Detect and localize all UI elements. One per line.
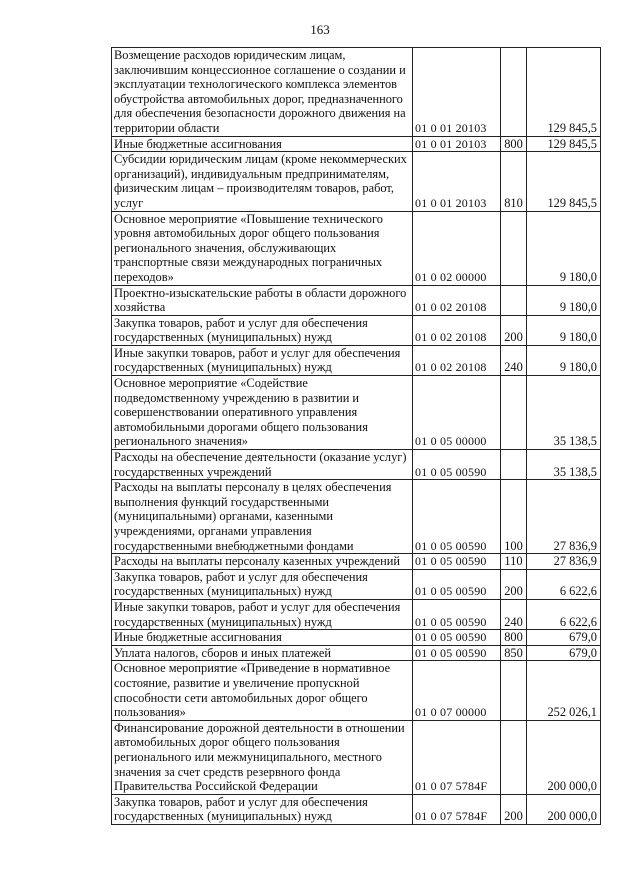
table-row <box>112 645 601 661</box>
page-number: 163 <box>310 22 330 37</box>
table-row <box>112 152 601 211</box>
row-amount: 252 026,1 <box>527 661 601 720</box>
table-row <box>112 554 601 570</box>
table-row <box>112 285 601 315</box>
table-row <box>112 211 601 285</box>
row-expense-type <box>501 376 527 450</box>
row-target-code: 01 0 05 00590 <box>413 569 501 599</box>
row-amount: 200 000,0 <box>527 794 601 824</box>
row-amount: 129 845,5 <box>527 136 601 152</box>
row-amount: 27 836,9 <box>527 480 601 554</box>
row-description: Иные закупки товаров, работ и услуг для обеспечения государственных (муниципальных) нужд <box>112 599 413 629</box>
row-target-code: 01 0 01 20103 <box>413 136 501 152</box>
row-amount: 9 180,0 <box>527 315 601 345</box>
row-amount: 35 138,5 <box>527 450 601 480</box>
row-expense-type: 800 <box>501 630 527 646</box>
row-target-code: 01 0 02 20108 <box>413 285 501 315</box>
table-row <box>112 794 601 824</box>
row-target-code: 01 0 05 00590 <box>413 645 501 661</box>
budget-table <box>111 47 601 825</box>
table-row <box>112 599 601 629</box>
row-target-code: 01 0 02 00000 <box>413 211 501 285</box>
row-target-code: 01 0 01 20103 <box>413 152 501 211</box>
row-target-code: 01 0 05 00590 <box>413 599 501 629</box>
row-expense-type <box>501 720 527 794</box>
table-row <box>112 569 601 599</box>
row-description: Расходы на выплаты персоналу казенных учреждений <box>112 554 413 570</box>
table-row <box>112 376 601 450</box>
row-amount: 9 180,0 <box>527 211 601 285</box>
row-expense-type <box>501 48 527 137</box>
row-amount: 6 622,6 <box>527 599 601 629</box>
row-amount: 9 180,0 <box>527 345 601 375</box>
row-amount: 27 836,9 <box>527 554 601 570</box>
row-description: Основное мероприятие «Повышение технического уровня автомобильных дорог общего пользования регионального значения, обслуживающих транспортные связи международных пограничных переходов» <box>112 211 413 285</box>
row-expense-type <box>501 661 527 720</box>
budget-table-body <box>112 48 601 825</box>
row-description: Иные закупки товаров, работ и услуг для обеспечения государственных (муниципальных) нужд <box>112 345 413 375</box>
row-expense-type: 850 <box>501 645 527 661</box>
row-amount: 679,0 <box>527 645 601 661</box>
table-row <box>112 136 601 152</box>
row-expense-type: 100 <box>501 480 527 554</box>
row-description: Уплата налогов, сборов и иных платежей <box>112 645 413 661</box>
row-amount: 679,0 <box>527 630 601 646</box>
row-expense-type <box>501 211 527 285</box>
row-expense-type: 200 <box>501 315 527 345</box>
row-description: Основное мероприятие «Приведение в нормативное состояние, развитие и увеличение пропускной способности сети автомобильных дорог общего пользования» <box>112 661 413 720</box>
row-target-code: 01 0 05 00590 <box>413 480 501 554</box>
row-target-code: 01 0 02 20108 <box>413 345 501 375</box>
row-amount: 129 845,5 <box>527 48 601 137</box>
row-target-code: 01 0 01 20103 <box>413 48 501 137</box>
row-description: Проектно-изыскательские работы в области дорожного хозяйства <box>112 285 413 315</box>
row-description: Закупка товаров, работ и услуг для обеспечения государственных (муниципальных) нужд <box>112 315 413 345</box>
row-target-code: 01 0 05 00590 <box>413 630 501 646</box>
row-description: Финансирование дорожной деятельности в отношении автомобильных дорог общего пользования регионального или межмуниципального, местного значения за счет средств резервного фонда Правительства Российской Федерации <box>112 720 413 794</box>
row-expense-type: 200 <box>501 794 527 824</box>
row-target-code: 01 0 07 00000 <box>413 661 501 720</box>
row-description: Иные бюджетные ассигнования <box>112 136 413 152</box>
row-target-code: 01 0 05 00590 <box>413 554 501 570</box>
row-target-code: 01 0 07 5784F <box>413 794 501 824</box>
row-description: Закупка товаров, работ и услуг для обеспечения государственных (муниципальных) нужд <box>112 794 413 824</box>
row-amount: 35 138,5 <box>527 376 601 450</box>
table-row <box>112 661 601 720</box>
row-description: Основное мероприятие «Содействие подведомственному учреждению в развитии и совершенствовании оперативного управления автомобильными дорогами общего пользования регионального значения» <box>112 376 413 450</box>
row-expense-type: 800 <box>501 136 527 152</box>
table-row <box>112 630 601 646</box>
row-expense-type: 240 <box>501 345 527 375</box>
row-description: Расходы на выплаты персоналу в целях обеспечения выполнения функций государственными (муниципальными) органами, казенными учреждениями, органами управления государственными внебюджетными фондами <box>112 480 413 554</box>
row-amount: 6 622,6 <box>527 569 601 599</box>
row-amount: 129 845,5 <box>527 152 601 211</box>
row-amount: 9 180,0 <box>527 285 601 315</box>
row-expense-type: 200 <box>501 569 527 599</box>
row-amount: 200 000,0 <box>527 720 601 794</box>
row-description: Расходы на обеспечение деятельности (оказание услуг) государственных учреждений <box>112 450 413 480</box>
row-target-code: 01 0 05 00590 <box>413 450 501 480</box>
row-expense-type: 240 <box>501 599 527 629</box>
row-description: Возмещение расходов юридическим лицам, заключившим концессионное соглашение о создании и эксплуатации технологического комплекса элементов обустройства автомобильных дорог, предназначенного для обеспечения безопасности дорожного движения на территории области <box>112 48 413 137</box>
row-target-code: 01 0 05 00000 <box>413 376 501 450</box>
row-description: Субсидии юридическим лицам (кроме некоммерческих организаций), индивидуальным предпринимателям, физическим лицам – производителям товаров, работ, услуг <box>112 152 413 211</box>
row-expense-type <box>501 285 527 315</box>
row-description: Иные бюджетные ассигнования <box>112 630 413 646</box>
row-expense-type <box>501 450 527 480</box>
table-row <box>112 48 601 137</box>
row-description: Закупка товаров, работ и услуг для обеспечения государственных (муниципальных) нужд <box>112 569 413 599</box>
row-target-code: 01 0 07 5784F <box>413 720 501 794</box>
table-row <box>112 345 601 375</box>
row-target-code: 01 0 02 20108 <box>413 315 501 345</box>
table-row <box>112 720 601 794</box>
row-expense-type: 110 <box>501 554 527 570</box>
table-row <box>112 450 601 480</box>
table-row <box>112 480 601 554</box>
row-expense-type: 810 <box>501 152 527 211</box>
table-row <box>112 315 601 345</box>
